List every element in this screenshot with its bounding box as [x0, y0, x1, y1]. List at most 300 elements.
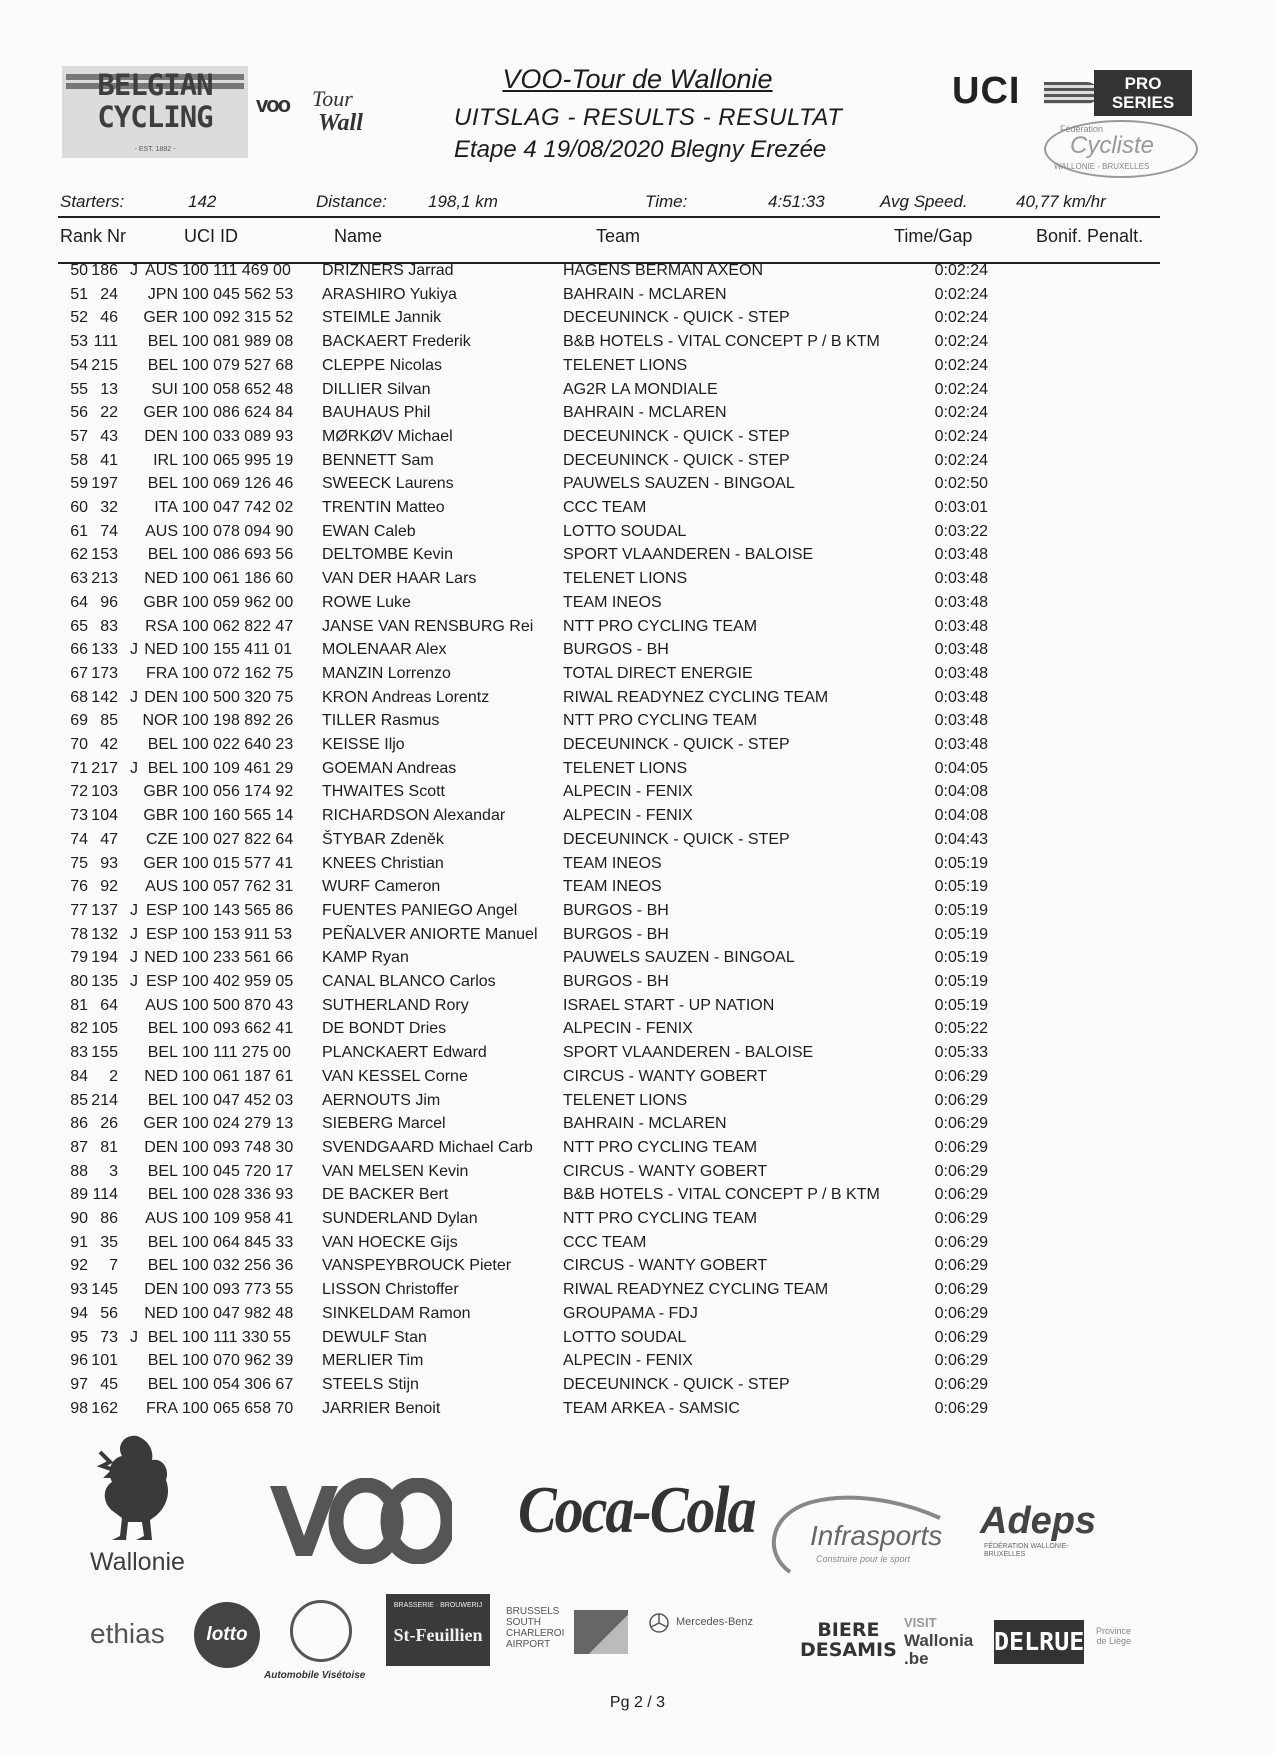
- cell-name: VAN DER HAAR Lars: [322, 570, 477, 588]
- cell-nr: 137: [91, 901, 118, 919]
- sponsor-brussels-south-charleroi-airport: [506, 1606, 564, 1650]
- table-row: [0, 783, 1275, 807]
- liege-line-1: Province: [1096, 1626, 1132, 1636]
- cell-time-gap: 0:02:24: [934, 427, 988, 445]
- table-row: [0, 689, 1275, 713]
- cell-team: LOTTO SOUDAL: [563, 1328, 687, 1346]
- cell-team: DECEUNINCK - QUICK - STEP: [563, 309, 790, 327]
- cell-nr: 45: [100, 1375, 118, 1393]
- sponsor-automobile-visetoise: Automobile Visétoise: [264, 1670, 366, 1681]
- cell-time-gap: 0:02:24: [934, 380, 988, 398]
- cell-nation: NED: [144, 570, 178, 588]
- cell-team: CCC TEAM: [563, 1233, 647, 1251]
- cell-rank: 65: [70, 617, 88, 635]
- cell-uci-id: 100 056 174 92: [182, 783, 294, 801]
- cell-team: DECEUNINCK - QUICK - STEP: [563, 1375, 790, 1393]
- cell-team: BURGOS - BH: [563, 925, 669, 943]
- cell-nr: 93: [100, 854, 118, 872]
- sponsor-mercedes: Mercedes-Benz: [676, 1616, 754, 1628]
- cell-nation: NED: [144, 1067, 178, 1085]
- cell-uci-id: 100 402 959 05: [182, 973, 294, 990]
- cell-uci-id: 100 015 577 41: [182, 854, 294, 872]
- cell-rank: 57: [70, 427, 88, 445]
- cell-name: BACKAERT Frederik: [322, 333, 471, 351]
- cell-nr: 103: [91, 783, 118, 801]
- cell-junior: J: [130, 901, 138, 919]
- table-row: [0, 1329, 1275, 1353]
- cell-uci-id: 100 027 822 64: [182, 830, 294, 848]
- cell-time-gap: 0:06:29: [934, 1162, 988, 1180]
- cell-rank: 80: [70, 973, 88, 990]
- cell-nation: DEN: [144, 1138, 178, 1156]
- cell-team: AG2R LA MONDIALE: [563, 380, 718, 398]
- cell-nr: 73: [100, 1328, 118, 1346]
- cell-time-gap: 0:02:24: [934, 285, 988, 303]
- cell-nr: 56: [100, 1304, 118, 1322]
- cell-uci-id: 100 022 640 23: [182, 736, 294, 753]
- cell-rank: 74: [70, 830, 88, 848]
- cell-time-gap: 0:03:48: [934, 570, 988, 588]
- cell-name: WURF Cameron: [322, 878, 441, 896]
- cell-rank: 53: [70, 333, 88, 351]
- cell-nation: BEL: [147, 1233, 178, 1251]
- stage-info: Etape 4 19/08/2020 Blegny Erezée: [454, 136, 827, 163]
- logo-word: BELGIAN: [97, 68, 213, 102]
- cell-name: RICHARDSON Alexandar: [322, 807, 506, 825]
- cell-rank: 62: [70, 546, 88, 564]
- cell-nr: 155: [91, 1044, 118, 1062]
- logo-word: CYCLING: [97, 100, 213, 134]
- table-row: [0, 428, 1275, 452]
- cell-team: ALPECIN - FENIX: [563, 1352, 693, 1370]
- cell-team: TELENET LIONS: [563, 570, 688, 588]
- cell-name: BAUHAUS Phil: [322, 404, 431, 422]
- cell-nr: 145: [91, 1281, 118, 1299]
- cell-name: SWEECK Laurens: [322, 475, 454, 493]
- voo-tour-tour: Tour: [312, 86, 353, 111]
- cell-team: TEAM INEOS: [563, 854, 662, 872]
- cell-uci-id: 100 233 561 66: [182, 949, 294, 967]
- cell-team: CCC TEAM: [563, 499, 647, 516]
- distance-value: 198,1 km: [428, 192, 498, 211]
- cell-time-gap: 0:04:08: [934, 783, 988, 801]
- uci-bars: [1044, 82, 1098, 104]
- cell-nation: FRA: [146, 1399, 178, 1417]
- cell-nation: BEL: [147, 546, 178, 564]
- cell-uci-id: 100 081 989 08: [182, 333, 294, 351]
- cell-rank: 86: [70, 1115, 88, 1133]
- cell-name: AERNOUTS Jim: [322, 1091, 441, 1109]
- cell-uci-id: 100 045 720 17: [182, 1162, 294, 1180]
- cell-rank: 96: [70, 1352, 88, 1370]
- cell-name: VAN HOECKE Gijs: [322, 1233, 458, 1251]
- cell-team: SPORT VLAANDEREN - BALOISE: [563, 1044, 814, 1062]
- voo-tour-logo: [256, 86, 398, 146]
- col-name: Name: [334, 226, 383, 246]
- cell-nation: BEL: [147, 1257, 178, 1275]
- infrasports-name: Infrasports: [810, 1520, 943, 1551]
- cell-rank: 68: [70, 688, 88, 706]
- sponsor-voo-logo: [266, 1478, 452, 1564]
- cell-name: SUTHERLAND Rory: [322, 996, 469, 1014]
- cell-uci-id: 100 047 982 48: [182, 1304, 294, 1322]
- cell-uci-id: 100 109 461 29: [182, 759, 294, 777]
- cell-nr: 81: [100, 1138, 118, 1156]
- cell-uci-id: 100 045 562 53: [182, 285, 294, 303]
- cell-uci-id: 100 111 275 00: [182, 1044, 291, 1062]
- cell-uci-id: 100 059 962 00: [182, 593, 294, 611]
- cell-junior: J: [130, 925, 138, 943]
- cell-rank: 90: [70, 1210, 88, 1227]
- cell-time-gap: 0:04:43: [934, 830, 988, 848]
- cell-nation: GER: [143, 309, 178, 327]
- cell-uci-id: 100 069 126 46: [182, 475, 294, 493]
- cell-name: DELTOMBE Kevin: [322, 546, 454, 564]
- cell-rank: 52: [70, 309, 88, 327]
- cell-nation: NED: [144, 1304, 178, 1322]
- cell-uci-id: 100 155 411 01: [182, 641, 293, 659]
- cell-time-gap: 0:02:24: [934, 309, 988, 327]
- page-title: VOO-Tour de Wallonie: [502, 64, 773, 94]
- table-row: [0, 831, 1275, 855]
- cell-time-gap: 0:05:33: [934, 1044, 988, 1062]
- sponsor-adeps: [980, 1500, 1096, 1559]
- cell-team: NTT PRO CYCLING TEAM: [563, 1138, 758, 1156]
- cell-time-gap: 0:03:48: [934, 712, 988, 730]
- cell-team: TEAM INEOS: [563, 593, 662, 611]
- time-label: Time:: [645, 192, 688, 211]
- cell-time-gap: 0:05:19: [934, 996, 988, 1014]
- visit-line-2: Wallonia: [904, 1631, 974, 1650]
- cell-team: BAHRAIN - MCLAREN: [563, 1115, 727, 1133]
- bsca-line: BRUSSELS: [506, 1606, 560, 1617]
- cell-name: VANSPEYBROUCK Pieter: [322, 1257, 512, 1275]
- cell-rank: 75: [70, 854, 88, 872]
- cell-team: NTT PRO CYCLING TEAM: [563, 617, 758, 635]
- cell-nation: BEL: [147, 1020, 178, 1038]
- cell-time-gap: 0:06:29: [934, 1233, 988, 1251]
- cell-time-gap: 0:02:24: [934, 404, 988, 422]
- cell-nation: ESP: [145, 925, 178, 943]
- cell-rank: 58: [70, 451, 88, 469]
- cell-uci-id: 100 033 089 93: [182, 427, 294, 445]
- cell-nr: 217: [91, 759, 118, 777]
- voo-tour-voo: voo: [256, 92, 290, 117]
- cell-team: PAUWELS SAUZEN - BINGOAL: [563, 949, 795, 967]
- cell-time-gap: 0:02:24: [934, 451, 988, 469]
- table-row: [0, 1020, 1275, 1044]
- col-bonif-penalt: Bonif. Penalt.: [1036, 226, 1144, 246]
- cell-rank: 51: [70, 285, 88, 303]
- cell-name: JARRIER Benoit: [322, 1399, 441, 1417]
- cell-nation: BEL: [147, 1162, 178, 1180]
- cell-nr: 215: [91, 356, 118, 374]
- cell-rank: 71: [70, 759, 88, 777]
- uci-text: UCI: [952, 70, 1021, 112]
- cell-team: GROUPAMA - FDJ: [563, 1304, 698, 1322]
- federation-small: Fédération: [1060, 124, 1104, 134]
- cell-time-gap: 0:06:29: [934, 1352, 988, 1370]
- cell-nation: GER: [143, 854, 178, 872]
- cell-name: DE BONDT Dries: [322, 1020, 447, 1038]
- cell-time-gap: 0:02:24: [934, 356, 988, 374]
- cell-junior: J: [130, 688, 138, 706]
- cell-name: SVENDGAARD Michael Carb: [322, 1138, 533, 1156]
- cell-rank: 81: [70, 996, 88, 1014]
- table-row: [0, 381, 1275, 405]
- cell-team: DECEUNINCK - QUICK - STEP: [563, 427, 790, 445]
- cell-team: HAGENS BERMAN AXEON: [563, 262, 764, 279]
- cell-nr: 197: [91, 475, 118, 493]
- stf-top: BRASSERIE · BROUWERIJ: [393, 1602, 483, 1609]
- cell-uci-id: 100 500 870 43: [182, 996, 294, 1014]
- cell-nr: 46: [100, 309, 118, 327]
- cell-name: DILLIER Silvan: [322, 380, 431, 398]
- cell-nation: DEN: [144, 1281, 178, 1299]
- speed-value: 40,77 km/hr: [1016, 192, 1106, 211]
- page-number: Pg 2 / 3: [609, 1694, 666, 1711]
- cell-rank: 59: [70, 475, 88, 493]
- cell-nation: BEL: [147, 736, 178, 753]
- cell-nr: 3: [109, 1162, 118, 1180]
- cell-time-gap: 0:06:29: [934, 1210, 988, 1227]
- cell-name: MERLIER Tim: [322, 1352, 424, 1370]
- cell-nr: 162: [91, 1399, 118, 1417]
- cell-name: JANSE VAN RENSBURG Rei: [322, 617, 534, 635]
- cell-nr: 13: [100, 380, 118, 398]
- cell-name: THWAITES Scott: [322, 783, 445, 801]
- table-row: [0, 807, 1275, 831]
- voo-tour-wallonie: Wall: [318, 110, 363, 136]
- cell-rank: 93: [70, 1281, 88, 1299]
- cell-uci-id: 100 111 469 00: [182, 262, 291, 279]
- table-row: [0, 452, 1275, 476]
- cell-rank: 94: [70, 1304, 88, 1322]
- cell-nr: 114: [92, 1186, 118, 1204]
- cell-nation: GBR: [143, 807, 178, 825]
- cell-time-gap: 0:04:05: [934, 759, 988, 777]
- sponsor-biere-des-amis: [800, 1620, 897, 1660]
- cell-team: CIRCUS - WANTY GOBERT: [563, 1162, 768, 1180]
- pro-text: PRO: [1124, 74, 1162, 93]
- bsca-line: AIRPORT: [506, 1639, 551, 1650]
- cell-uci-id: 100 064 845 33: [182, 1233, 294, 1251]
- cell-nation: IRL: [153, 451, 178, 469]
- header-rule: [58, 216, 1160, 218]
- cell-uci-id: 100 109 958 41: [182, 1210, 294, 1227]
- cell-nation: GER: [143, 404, 178, 422]
- mercedes-star-icon: [648, 1612, 670, 1634]
- cell-rank: 61: [70, 522, 88, 540]
- table-row: [0, 1281, 1275, 1305]
- cell-name: DEWULF Stan: [322, 1328, 427, 1346]
- col-team: Team: [596, 226, 641, 246]
- cell-time-gap: 0:06:29: [934, 1091, 988, 1109]
- cell-name: MOLENAAR Alex: [322, 641, 447, 659]
- cell-uci-id: 100 062 822 47: [182, 617, 294, 635]
- speed-label: Avg Speed.: [880, 192, 968, 211]
- cell-time-gap: 0:06:29: [934, 1328, 988, 1346]
- cell-rank: 92: [70, 1257, 88, 1275]
- cell-nation: AUS: [145, 522, 178, 540]
- cell-nation: RSA: [145, 617, 178, 635]
- cell-uci-id: 100 072 162 75: [182, 664, 294, 682]
- cell-rank: 55: [70, 380, 88, 398]
- sponsor-st-feuillien: [386, 1594, 490, 1666]
- cell-rank: 95: [70, 1328, 88, 1346]
- cell-time-gap: 0:05:19: [934, 925, 988, 943]
- cell-nr: 213: [91, 570, 118, 588]
- cell-nation: ESP: [145, 901, 178, 919]
- table-row: [0, 902, 1275, 926]
- table-row: [0, 475, 1275, 499]
- cell-team: DECEUNINCK - QUICK - STEP: [563, 451, 790, 469]
- cell-name: GOEMAN Andreas: [322, 759, 457, 777]
- cell-rank: 91: [70, 1233, 88, 1251]
- bsca-graphic: [574, 1610, 628, 1654]
- cell-nation: DEN: [144, 427, 178, 445]
- cell-uci-id: 100 047 742 02: [182, 499, 294, 516]
- cell-rank: 78: [70, 925, 88, 943]
- cell-time-gap: 0:03:48: [934, 617, 988, 635]
- cell-nr: 153: [91, 546, 118, 564]
- cell-nation: AUS: [145, 262, 178, 279]
- table-row: [0, 357, 1275, 381]
- visit-line-3: .be: [904, 1649, 929, 1668]
- cell-time-gap: 0:06:29: [934, 1399, 988, 1417]
- cell-rank: 54: [70, 356, 88, 374]
- table-row: [0, 1186, 1275, 1210]
- cell-team: ISRAEL START - UP NATION: [563, 996, 775, 1014]
- cell-uci-id: 100 058 652 48: [182, 380, 294, 398]
- bsca-line: SOUTH: [506, 1617, 541, 1628]
- cell-nation: CZE: [146, 830, 178, 848]
- cell-time-gap: 0:05:19: [934, 878, 988, 896]
- table-row: [0, 949, 1275, 973]
- cell-team: ALPECIN - FENIX: [563, 783, 693, 801]
- table-row: [0, 523, 1275, 547]
- table-row: [0, 1163, 1275, 1187]
- table-row: [0, 1257, 1275, 1281]
- cell-team: TEAM ARKEA - SAMSIC: [563, 1399, 740, 1417]
- cell-nr: 47: [100, 830, 118, 848]
- cell-name: DE BACKER Bert: [322, 1186, 449, 1204]
- cell-uci-id: 100 061 186 60: [182, 570, 294, 588]
- cell-time-gap: 0:03:01: [934, 499, 988, 516]
- sponsor-coca-cola: Coca-Cola: [518, 1472, 755, 1547]
- cell-nation: BEL: [147, 1091, 178, 1109]
- cell-name: LISSON Christoffer: [322, 1281, 459, 1299]
- sponsor-visit-wallonia: [904, 1614, 973, 1668]
- cell-nation: JPN: [147, 285, 178, 303]
- sponsor-ethias: ethias: [90, 1618, 165, 1649]
- cell-nr: 42: [100, 736, 118, 753]
- cell-uci-id: 100 153 911 53: [182, 925, 293, 943]
- cell-nr: 26: [100, 1115, 118, 1133]
- cell-rank: 50: [70, 262, 88, 279]
- cell-uci-id: 100 047 452 03: [182, 1091, 294, 1109]
- cell-junior: J: [130, 949, 138, 967]
- cell-name: VAN KESSEL Corne: [322, 1067, 468, 1085]
- table-row: [0, 973, 1275, 997]
- cell-time-gap: 0:06:29: [934, 1186, 988, 1204]
- cell-nr: 64: [100, 996, 118, 1014]
- wallonie-rooster-icon: [92, 1432, 182, 1548]
- cell-rank: 64: [70, 593, 88, 611]
- cell-nation: NED: [144, 949, 178, 967]
- table-row: [0, 926, 1275, 950]
- cell-name: VAN MELSEN Kevin: [322, 1162, 469, 1180]
- cell-name: STEELS Stijn: [322, 1375, 419, 1393]
- cell-junior: J: [130, 759, 138, 777]
- cell-nr: 2: [109, 1067, 118, 1085]
- cell-nr: 92: [100, 878, 118, 896]
- cell-team: BURGOS - BH: [563, 641, 669, 659]
- cell-time-gap: 0:04:08: [934, 807, 988, 825]
- cell-nation: NOR: [142, 712, 178, 730]
- cell-uci-id: 100 065 995 19: [182, 451, 294, 469]
- cell-uci-id: 100 143 565 86: [182, 901, 294, 919]
- sponsor-province-liege: [1096, 1626, 1131, 1646]
- table-row: [0, 736, 1275, 760]
- cell-time-gap: 0:03:48: [934, 736, 988, 753]
- adeps-name: Adeps: [980, 1500, 1097, 1542]
- cell-name: EWAN Caleb: [322, 522, 416, 540]
- cell-team: SPORT VLAANDEREN - BALOISE: [563, 546, 814, 564]
- table-row: [0, 855, 1275, 879]
- stf-name: St-Feuillien: [393, 1625, 483, 1645]
- cell-name: PLANCKAERT Edward: [322, 1044, 487, 1062]
- cell-time-gap: 0:05:19: [934, 901, 988, 919]
- federation-region: WALLONIE - BRUXELLES: [1054, 162, 1150, 171]
- cell-nation: ESP: [145, 973, 178, 990]
- cell-name: ARASHIRO Yukiya: [322, 285, 457, 303]
- cell-time-gap: 0:06:29: [934, 1257, 988, 1275]
- cell-uci-id: 100 078 094 90: [182, 522, 294, 540]
- visit-line-1: VISIT: [904, 1615, 937, 1630]
- cell-uci-id: 100 500 320 75: [182, 688, 294, 706]
- cell-nation: BEL: [147, 475, 178, 493]
- table-row: [0, 1400, 1275, 1424]
- cell-nr: 101: [91, 1352, 118, 1370]
- cell-nation: DEN: [144, 688, 178, 706]
- logo-est: - EST. 1882 -: [134, 146, 176, 153]
- cell-uci-id: 100 111 330 55: [182, 1328, 291, 1346]
- cell-rank: 85: [70, 1091, 88, 1109]
- cell-nation: GER: [143, 1115, 178, 1133]
- cell-rank: 83: [70, 1044, 88, 1062]
- cell-team: TELENET LIONS: [563, 759, 688, 777]
- cell-team: CIRCUS - WANTY GOBERT: [563, 1257, 768, 1275]
- cell-time-gap: 0:03:48: [934, 593, 988, 611]
- cell-rank: 72: [70, 783, 88, 801]
- col-time-gap: Time/Gap: [894, 226, 973, 246]
- cell-junior: J: [130, 262, 138, 279]
- cell-time-gap: 0:06:29: [934, 1281, 988, 1299]
- table-row: [0, 570, 1275, 594]
- cell-name: SIEBERG Marcel: [322, 1115, 446, 1133]
- cell-nation: BEL: [147, 333, 178, 351]
- cell-name: ROWE Luke: [322, 593, 411, 611]
- cell-name: KRON Andreas Lorentz: [322, 688, 490, 706]
- cell-rank: 98: [70, 1399, 88, 1417]
- cell-uci-id: 100 086 624 84: [182, 404, 294, 422]
- cell-team: RIWAL READYNEZ CYCLING TEAM: [563, 1281, 829, 1299]
- table-row: [0, 309, 1275, 333]
- page-subtitle: UITSLAG - RESULTS - RESULTAT: [454, 104, 843, 131]
- table-row: [0, 1352, 1275, 1376]
- table-row: [0, 1092, 1275, 1116]
